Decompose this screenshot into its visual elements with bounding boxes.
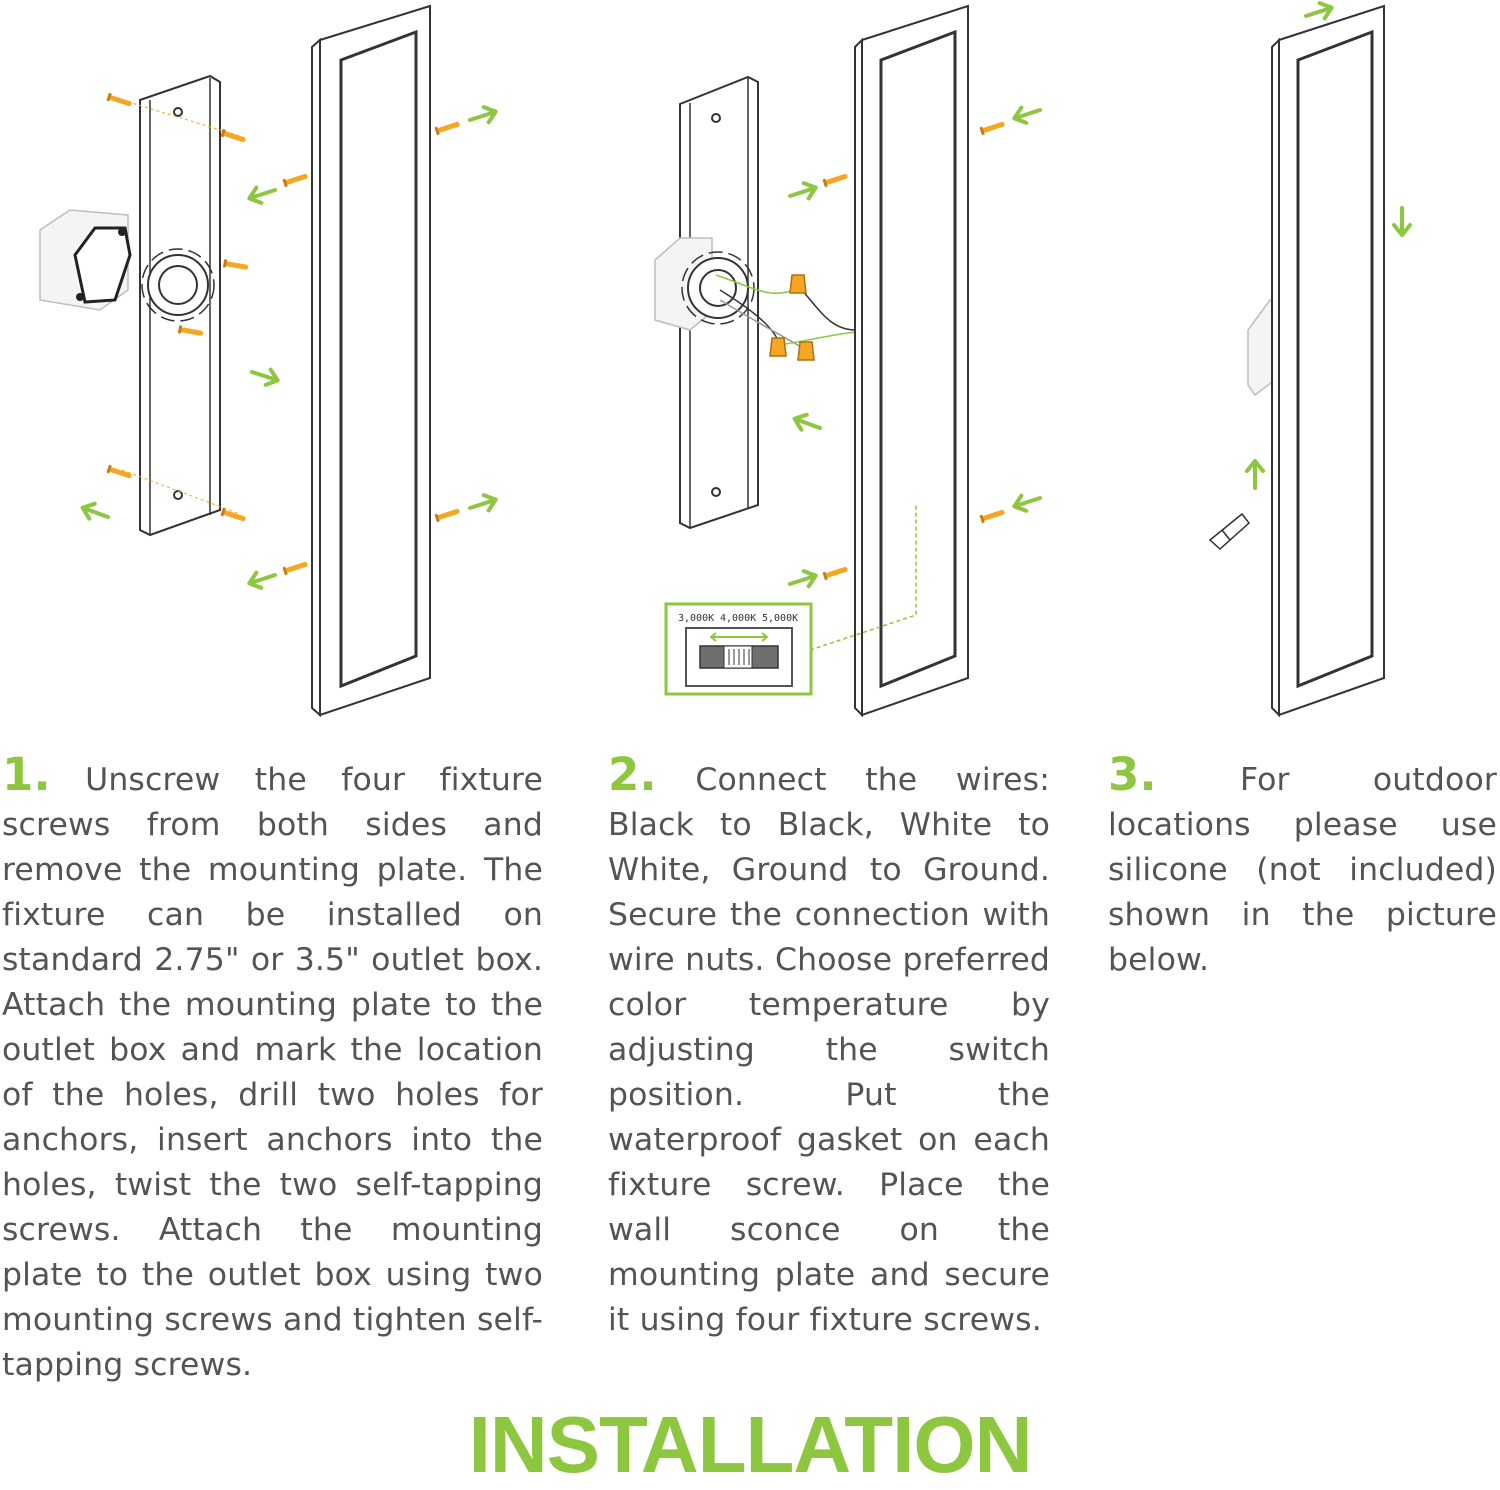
page-title: INSTALLATION — [468, 1400, 1032, 1489]
switch-option-3000k: 3,000K — [678, 613, 715, 624]
cct-switch-callout — [666, 604, 811, 694]
outlet-box-icon — [40, 210, 130, 310]
step-2-number: 2. — [608, 748, 657, 801]
step3-diagram — [1210, 0, 1410, 715]
switch-option-5000k: 5,000K — [762, 613, 799, 624]
step-3-number: 3. — [1108, 748, 1157, 801]
wall-sconce-fixture — [1272, 6, 1384, 715]
wire-nut-icon — [770, 275, 814, 360]
step-1-number: 1. — [2, 748, 51, 801]
wall-sconce-fixture — [855, 6, 968, 715]
installation-diagrams — [0, 0, 1500, 730]
step-1-text: Unscrew the four fixture screws from both sides and remove the mounting plate. The fixture can be installed on standard 2.75" or 3.5" outlet box. Attach the mounting plate to the outlet box and mark the location of the holes, drill two holes for anchors, insert anchors into the holes, twist the two self-tapping screws. Attach the mounting plate to the outlet box using two mounting screws and tighten self-tapping screws. — [2, 762, 543, 1383]
step2-diagram — [655, 6, 1042, 715]
step-2-instructions — [608, 748, 1050, 1343]
step-3-text: For outdoor locations please use silicone (not included) shown in the picture below. — [1108, 762, 1497, 978]
step-3-instructions — [1108, 748, 1497, 983]
silicone-tube-icon — [1210, 514, 1249, 549]
step1-diagram — [40, 6, 498, 715]
step-2-text: Connect the wires: Black to Black, White to White, Ground to Ground. Secure the connection with wire nuts. Choose preferred color temperature by adjusting the switch position. Put the waterproof gasket on each fixture screw. Place the wall sconce on the mounting plate and secure it using four fixture screws. — [608, 762, 1050, 1338]
wall-sconce-fixture — [312, 6, 430, 715]
switch-option-4000k: 4,000K — [720, 613, 757, 624]
step-1-instructions — [2, 748, 543, 1388]
